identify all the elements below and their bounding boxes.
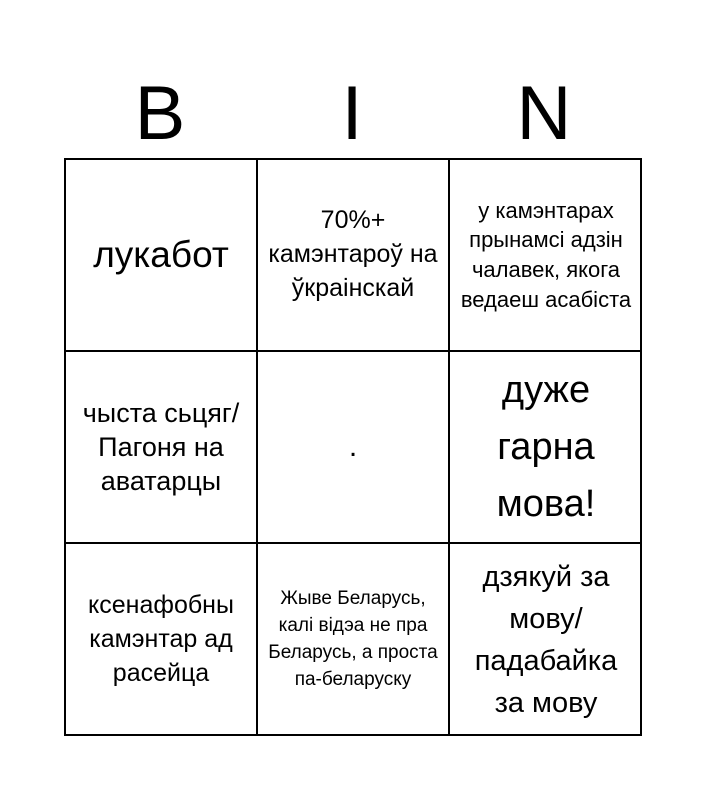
free-space-cell[interactable]: . bbox=[258, 352, 450, 544]
bingo-cell[interactable]: ксенафобны камэнтар ад расейца bbox=[66, 544, 258, 736]
bingo-cell[interactable]: дзякуй за мову/ падабайка за мову bbox=[474, 560, 618, 720]
header-letter-b: B bbox=[134, 71, 186, 156]
bingo-cell[interactable]: у камэнтарах прынамсі адзін чалавек, якога ведаеш асабіста bbox=[450, 160, 642, 352]
bingo-grid bbox=[64, 158, 642, 736]
bingo-header bbox=[64, 70, 640, 158]
header-letter-i: I bbox=[341, 71, 363, 156]
bingo-cell[interactable]: чыста сьцяг/ Пагоня на аватарцы bbox=[66, 352, 258, 544]
header-letter-n: N bbox=[516, 71, 572, 156]
bingo-cell[interactable]: дуже гарна мова! bbox=[450, 352, 642, 544]
bingo-cell[interactable]: лукабот bbox=[66, 160, 258, 352]
bingo-cell[interactable]: 70%+ камэнтароў на ўкраінскай bbox=[258, 160, 450, 352]
bingo-cell[interactable]: Жыве Беларусь, калі відэа не пра Беларусь, а проста па-беларуску bbox=[258, 544, 450, 736]
